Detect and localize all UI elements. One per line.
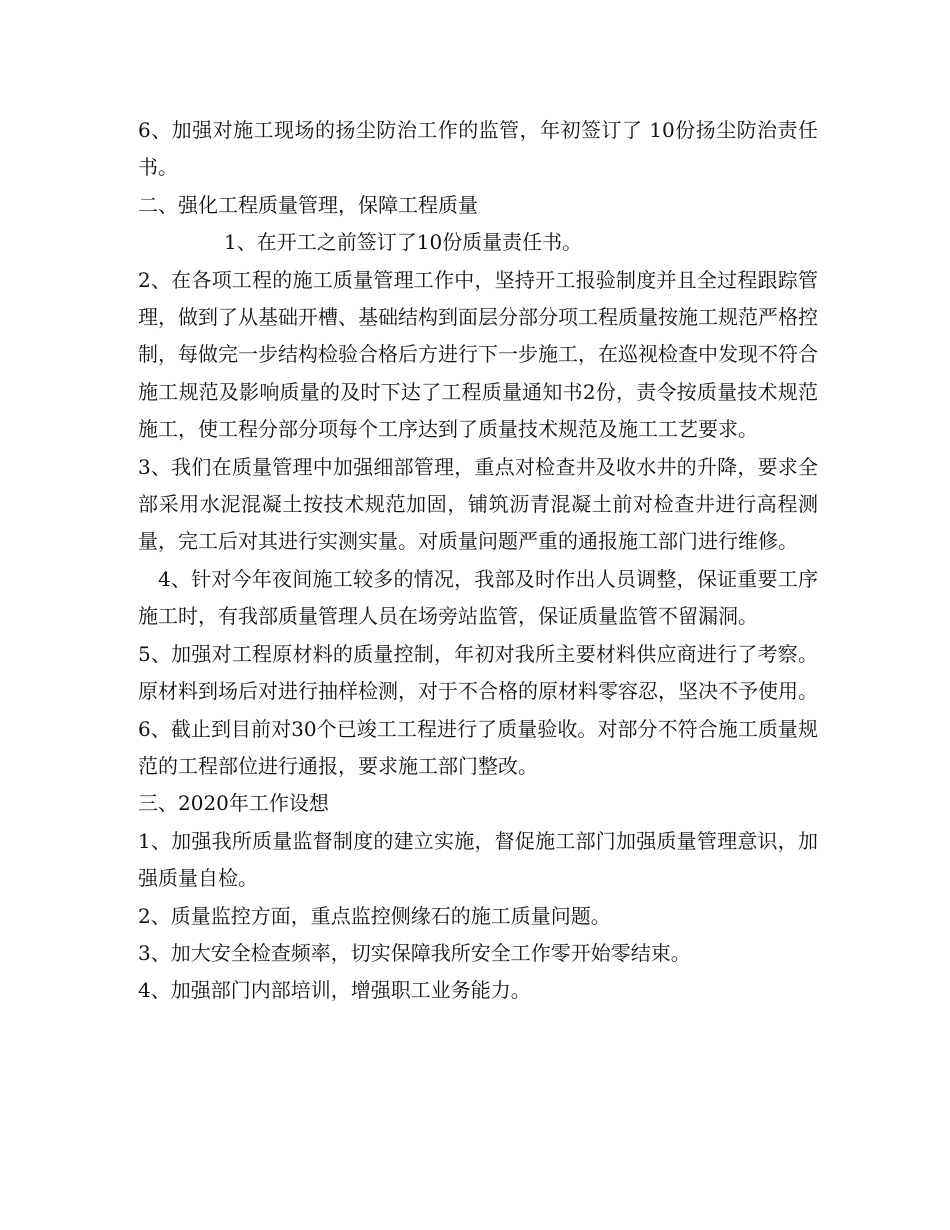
section-heading-plans: 三、2020年工作设想: [138, 791, 329, 816]
document-body: [138, 112, 818, 1010]
plan-item-2: 2、质量监控方面，重点监控侧缘石的施工质量问题。: [138, 903, 611, 928]
paragraph-dust-control: 6、加强对施工现场的扬尘防治工作的监管，年初签订了 10份扬尘防治责任书。: [138, 118, 818, 180]
paragraph-detail-management: 3、我们在质量管理中加强细部管理，重点对检查井及收水井的升降，要求全部采用水泥混凝土按技术规范加固，铺筑沥青混凝土前对检查井进行高程测量，完工后对其进行实测实量。对质量问题严重的通报施工部门进行维修。: [138, 454, 818, 554]
paragraph-quality-management: 2、在各项工程的施工质量管理工作中，坚持开工报验制度并且全过程跟踪管理，做到了从基础开槽、基础结构到面层分部分项工程质量按施工规范严格控制，每做完一步结构检验合格后方进行下一步施工，在巡视检查中发现不符合施工规范及影响质量的及时下达了工程质量通知书2份，责令按质量技术规范施工，使工程分部分项每个工序达到了质量技术规范及施工工艺要求。: [138, 267, 818, 442]
paragraph-night-construction: 4、针对今年夜间施工较多的情况，我部及时作出人员调整，保证重要工序施工时，有我部质量管理人员在场旁站监管，保证质量监管不留漏洞。: [138, 566, 818, 629]
paragraph-acceptance: 6、截止到目前对30个已竣工工程进行了质量验收。对部分不符合施工质量规范的工程部位进行通报，要求施工部门整改。: [138, 716, 818, 778]
section-heading-quality: 二、强化工程质量管理，保障工程质量: [138, 192, 478, 217]
plan-item-1: 1、加强我所质量监督制度的建立实施，督促施工部门加强质量管理意识，加强质量自检。: [138, 828, 818, 891]
paragraph-quality-responsibility: 1、在开工之前签订了10份质量责任书。: [224, 230, 583, 255]
plan-item-4: 4、加强部门内部培训，增强职工业务能力。: [138, 978, 531, 1003]
plan-item-3: 3、加大安全检查频率，切实保障我所安全工作零开始零结束。: [138, 940, 691, 965]
paragraph-raw-materials: 5、加强对工程原材料的质量控制，年初对我所主要材料供应商进行了考察。原材料到场后对进行抽样检测，对于不合格的原材料零容忍，坚决不予使用。: [138, 641, 818, 704]
